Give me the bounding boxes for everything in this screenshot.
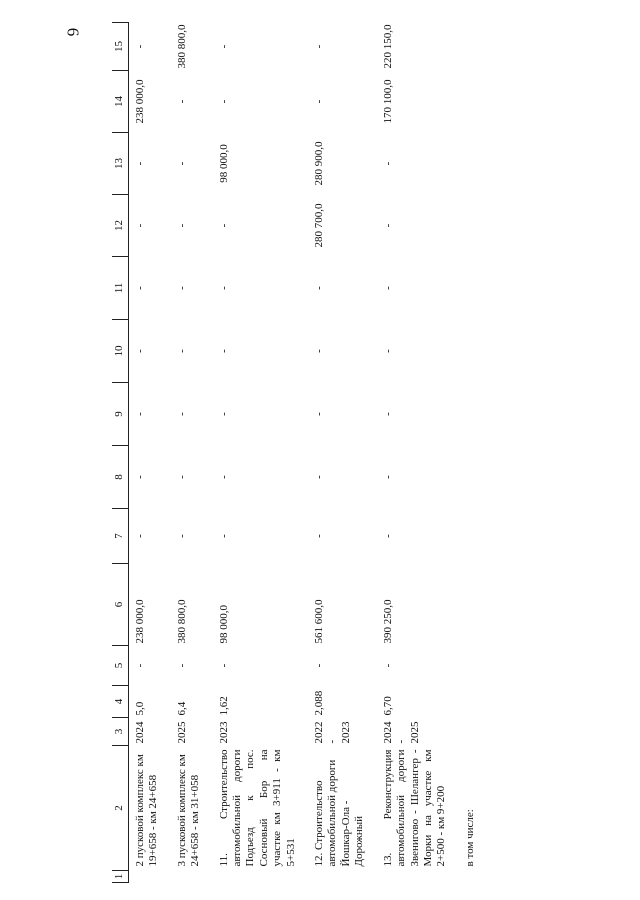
years-cell: 2023 xyxy=(217,721,230,744)
cell-9: - xyxy=(381,412,394,416)
cell-12: - xyxy=(217,223,230,228)
years-cell: 2022 - 2023 xyxy=(313,721,352,744)
cell-10: - xyxy=(134,349,146,353)
years-cell: 2025 xyxy=(175,721,188,744)
cell-9: - xyxy=(313,412,326,416)
cell-8: - xyxy=(313,475,326,479)
col-header-2: 2 xyxy=(112,746,129,871)
col-header-10: 10 xyxy=(112,320,129,383)
col-header-13: 13 xyxy=(112,133,129,195)
cell-14: - xyxy=(313,99,326,104)
col-header-15: 15 xyxy=(112,23,129,71)
object-name: 11. Строительство автомобильной дороги Подъезд к пос. Сосновый Бор на участке км 3+911 - км 5+531 xyxy=(217,749,297,867)
col-header-6: 6 xyxy=(112,564,129,646)
years-cell: 2024 xyxy=(134,721,146,744)
table-row xyxy=(213,23,308,883)
table-row xyxy=(308,23,377,883)
rotated-table-page xyxy=(112,23,632,883)
total-cost: 561 600,0 xyxy=(313,599,326,644)
cell-10: - xyxy=(381,349,394,353)
subtotal-row xyxy=(459,23,487,883)
cell-12: - xyxy=(175,223,188,228)
cell-7: - xyxy=(134,534,146,538)
cell-11: - xyxy=(217,286,230,290)
cell-12: - xyxy=(381,223,394,228)
col-header-8: 8 xyxy=(112,446,129,509)
cell-10: - xyxy=(313,349,326,353)
total-cost: 380 800,0 xyxy=(175,599,188,644)
length-cell: 2,088 xyxy=(313,690,326,716)
cell-5: - xyxy=(134,663,146,668)
cell-13: 98 000,0 xyxy=(217,144,230,183)
total-cost: 238 000,0 xyxy=(134,599,146,644)
col-header-1: 1 xyxy=(112,871,129,883)
data-table xyxy=(112,22,487,883)
col-header-14: 14 xyxy=(112,71,129,133)
cell-7: - xyxy=(175,534,188,538)
cell-15: - xyxy=(313,44,326,49)
cell-14: - xyxy=(175,99,188,104)
page-number: 6 xyxy=(63,27,83,37)
total-cost: 98 000,0 xyxy=(217,605,230,644)
object-name: 12. Строительство автомобильной дороги Йошкар-Ола - Дорожный xyxy=(313,759,366,867)
col-header-9: 9 xyxy=(112,383,129,446)
cell-11: - xyxy=(313,286,326,290)
cell-14: 170 100,0 xyxy=(381,79,394,124)
object-name: 13. Реконструкция автомобильной дороги Звенигово - Шелангер - Морки на участке км 2+500 - км 9+200 xyxy=(381,749,448,867)
cell-11: - xyxy=(175,286,188,290)
cell-10: - xyxy=(217,349,230,353)
including-label: в том числе: xyxy=(463,809,476,867)
cell-13: - xyxy=(134,161,146,166)
cell-15: - xyxy=(217,44,230,49)
col-header-5: 5 xyxy=(112,646,129,686)
cell-7: - xyxy=(217,534,230,538)
cell-8: - xyxy=(381,475,394,479)
object-name: 3 пусковой комплекс км 24+658 - км 31+058 xyxy=(175,754,202,867)
table-row xyxy=(129,23,171,883)
cell-9: - xyxy=(175,412,188,416)
length-cell: 5,0 xyxy=(134,701,146,716)
cell-14: 238 000,0 xyxy=(134,79,146,124)
object-name: 2 пусковой комплекс км 19+658 - км 24+658 xyxy=(134,754,160,867)
table-row xyxy=(171,23,213,883)
table-row xyxy=(377,23,459,883)
cell-5: - xyxy=(217,663,230,668)
cell-5: - xyxy=(313,663,326,668)
cell-5: - xyxy=(381,663,394,668)
cell-13: - xyxy=(175,161,188,166)
cell-9: - xyxy=(134,412,146,416)
cell-9: - xyxy=(217,412,230,416)
cell-15: 220 150,0 xyxy=(381,24,394,69)
cell-12: 280 700,0 xyxy=(313,203,326,248)
cell-13: - xyxy=(381,161,394,166)
col-header-4: 4 xyxy=(112,686,129,718)
cell-14: - xyxy=(217,99,230,104)
cell-15: 380 800,0 xyxy=(175,24,188,69)
cell-5: - xyxy=(175,663,188,668)
col-header-11: 11 xyxy=(112,257,129,320)
cell-7: - xyxy=(381,534,394,538)
col-header-12: 12 xyxy=(112,195,129,257)
cell-10: - xyxy=(175,349,188,353)
col-header-7: 7 xyxy=(112,509,129,564)
cell-8: - xyxy=(217,475,230,479)
cell-8: - xyxy=(134,475,146,479)
cell-8: - xyxy=(175,475,188,479)
years-cell: 2024 - 2025 xyxy=(381,721,421,744)
cell-13: 280 900,0 xyxy=(313,141,326,186)
cell-11: - xyxy=(134,286,146,290)
length-cell: 6,4 xyxy=(175,701,188,716)
cell-11: - xyxy=(381,286,394,290)
cell-15: - xyxy=(134,44,146,49)
cell-12: - xyxy=(134,223,146,228)
col-header-3: 3 xyxy=(112,718,129,746)
total-cost: 390 250,0 xyxy=(381,599,394,644)
length-cell: 1,62 xyxy=(217,696,230,716)
length-cell: 6,70 xyxy=(381,696,394,716)
header-row xyxy=(112,23,129,883)
cell-7: - xyxy=(313,534,326,538)
